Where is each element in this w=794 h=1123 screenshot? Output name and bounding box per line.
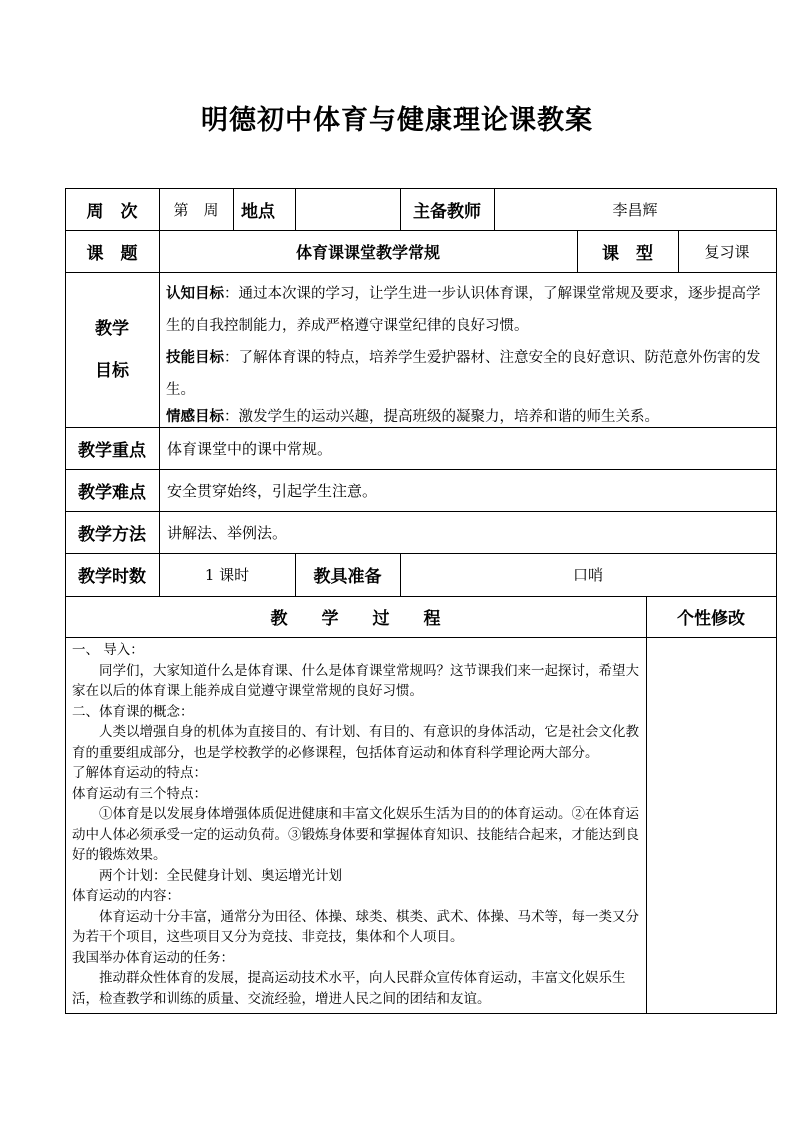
goals-label xyxy=(65,272,159,427)
goals-label-line2: 目标 xyxy=(95,360,129,381)
process-header: 教 学 过 程 xyxy=(270,609,441,629)
process-line: 我国举办体育运动的任务： xyxy=(72,949,234,966)
type-label: 课 型 xyxy=(602,243,653,264)
type-value: 复习课 xyxy=(704,242,750,261)
goals-content xyxy=(166,278,772,426)
emotion-goal xyxy=(166,406,772,428)
process-line: ①体育是以发展身体增强体质促进健康和丰富文化娱乐生活为目的的体育运动。②在体育运动中人体必须承受一定的运动负荷。③锻炼身体要和掌握体育知识、技能结合起来，才能达到良好的锻炼效果。 xyxy=(72,806,639,863)
process-line: 推动群众性体育的发展，提高运动技术水平，向人民群众宣传体育运动，丰富文化娱乐生活，检查教学和训练的质量、交流经验，增进人民之间的团结和友谊。 xyxy=(72,970,626,1007)
revision-area[interactable] xyxy=(647,638,776,1013)
process-line: 二、体育课的概念： xyxy=(72,703,194,720)
process-line: 体育运动的内容： xyxy=(72,888,180,904)
page-title: 明德初中体育与健康理论课教案 xyxy=(201,105,593,136)
place-label: 地点 xyxy=(241,201,275,222)
hours-label: 教学时数 xyxy=(78,567,146,587)
topic-label: 课 题 xyxy=(86,243,138,264)
difficulty-label: 教学难点 xyxy=(78,482,146,503)
process-line: 一、 导入： xyxy=(72,642,144,658)
skill-goal-head: 技能目标 xyxy=(166,349,224,366)
teacher-label: 主备教师 xyxy=(413,201,481,222)
process-line: 人类以增强自身的机体为直接目的、有计划、有目的、有意识的身体活动，它是社会文化教育的重要组成部分，也是学校教学的必修课程，包括体育运动和体育科学理论两大部分。 xyxy=(72,724,639,761)
cognitive-goal-head: 认知目标 xyxy=(166,285,224,302)
emotion-goal-text: ：激发学生的运动兴趣，提高班级的凝聚力，培养和谐的师生关系。 xyxy=(224,409,659,425)
goals-label-line1: 教学 xyxy=(95,318,129,339)
method-label: 教学方法 xyxy=(78,524,146,545)
hours-value: 1 课时 xyxy=(204,566,250,584)
week-value: 第 周 xyxy=(173,200,219,219)
cognitive-goal xyxy=(166,278,772,342)
emotion-goal-head: 情感目标 xyxy=(166,408,224,425)
process-body xyxy=(72,640,640,1012)
skill-goal-text: ：了解体育课的特点，培养学生爱护器材、注意安全的良好意识、防范意外伤害的发生。 xyxy=(166,350,761,398)
cognitive-goal-text: ：通过本次课的学习，让学生进一步认识体育课，了解课堂常规及要求，逐步提高学生的自我控制能力，养成严格遵守课堂纪律的良好习惯。 xyxy=(166,286,761,334)
place-value xyxy=(295,188,400,230)
key-point-label: 教学重点 xyxy=(78,440,146,461)
skill-goal xyxy=(166,342,772,406)
process-line: 体育运动十分丰富，通常分为田径、体操、球类、棋类、武术、体操、马术等，每一类又分为若干个项目，这些项目又分为竞技、非竞技，集体和个人项目。 xyxy=(72,908,639,945)
tools-value: 口哨 xyxy=(572,566,603,584)
topic-value: 体育课课堂教学常规 xyxy=(295,242,440,262)
method-value: 讲解法、举例法。 xyxy=(167,523,288,542)
week-label: 周 次 xyxy=(86,201,138,222)
key-point-value: 体育课堂中的课中常规。 xyxy=(167,439,333,458)
process-line: 两个计划：全民健身计划、奥运增光计划 xyxy=(99,867,342,884)
teacher-value: 李昌辉 xyxy=(612,200,658,219)
process-line: 体育运动有三个特点： xyxy=(72,785,207,802)
difficulty-value: 安全贯穿始终，引起学生注意。 xyxy=(167,481,378,500)
tools-label: 教具准备 xyxy=(313,567,382,587)
process-line: 同学们，大家知道什么是体育课、什么是体育课堂常规吗？这节课我们来一起探讨，希望大家在以后的体育课上能养成自觉遵守课堂常规的良好习惯。 xyxy=(72,662,639,699)
revision-header: 个性修改 xyxy=(677,609,745,629)
process-line: 了解体育运动的特点： xyxy=(72,765,207,781)
